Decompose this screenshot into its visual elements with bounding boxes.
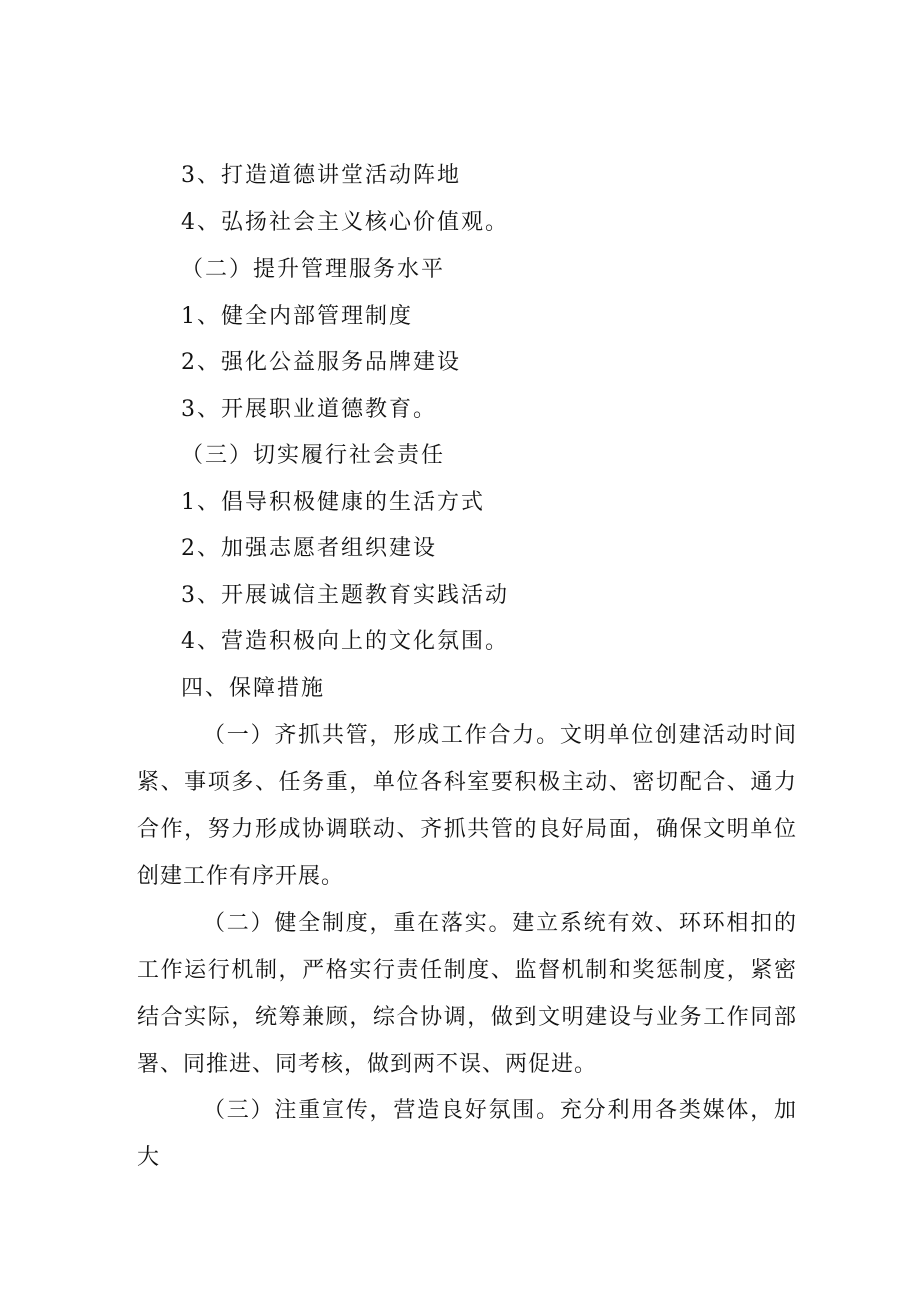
paragraph: （一）齐抓共管，形成工作合力。文明单位创建活动时间紧、事项多、任务重，单位各科室要积极主动、密切配合、通力合作，努力形成协调联动、齐抓共管的良好局面，确保文明单位创建工作有序开展。 — [137, 723, 797, 889]
list-item: 1、健全内部管理制度 — [181, 304, 413, 329]
section-heading: 四、保障措施 — [181, 676, 326, 701]
list-item: 3、开展职业道德教育。 — [181, 397, 437, 422]
list-item: 2、强化公益服务品牌建设 — [181, 350, 461, 375]
paragraph: （三）注重宣传，营造良好氛围。充分利用各类媒体，加大 — [137, 1098, 797, 1170]
list-item: 2、加强志愿者组织建设 — [181, 536, 437, 561]
paragraph: （二）健全制度，重在落实。建立系统有效、环环相扣的工作运行机制，严格实行责任制度、监督机制和奖惩制度，紧密结合实际，统筹兼顾，综合协调，做到文明建设与业务工作同部署、同推进、同考核，做到两不误、两促进。 — [137, 911, 797, 1077]
section-heading: （三）切实履行社会责任 — [181, 443, 446, 468]
list-item: 4、弘扬社会主义核心价值观。 — [181, 210, 509, 235]
list-item: 3、打造道德讲堂活动阵地 — [181, 163, 461, 188]
list-item: 4、营造积极向上的文化氛围。 — [181, 629, 509, 654]
list-item: 1、倡导积极健康的生活方式 — [181, 490, 485, 515]
section-heading: （二）提升管理服务水平 — [181, 257, 446, 282]
list-item: 3、开展诚信主题教育实践活动 — [181, 583, 509, 608]
